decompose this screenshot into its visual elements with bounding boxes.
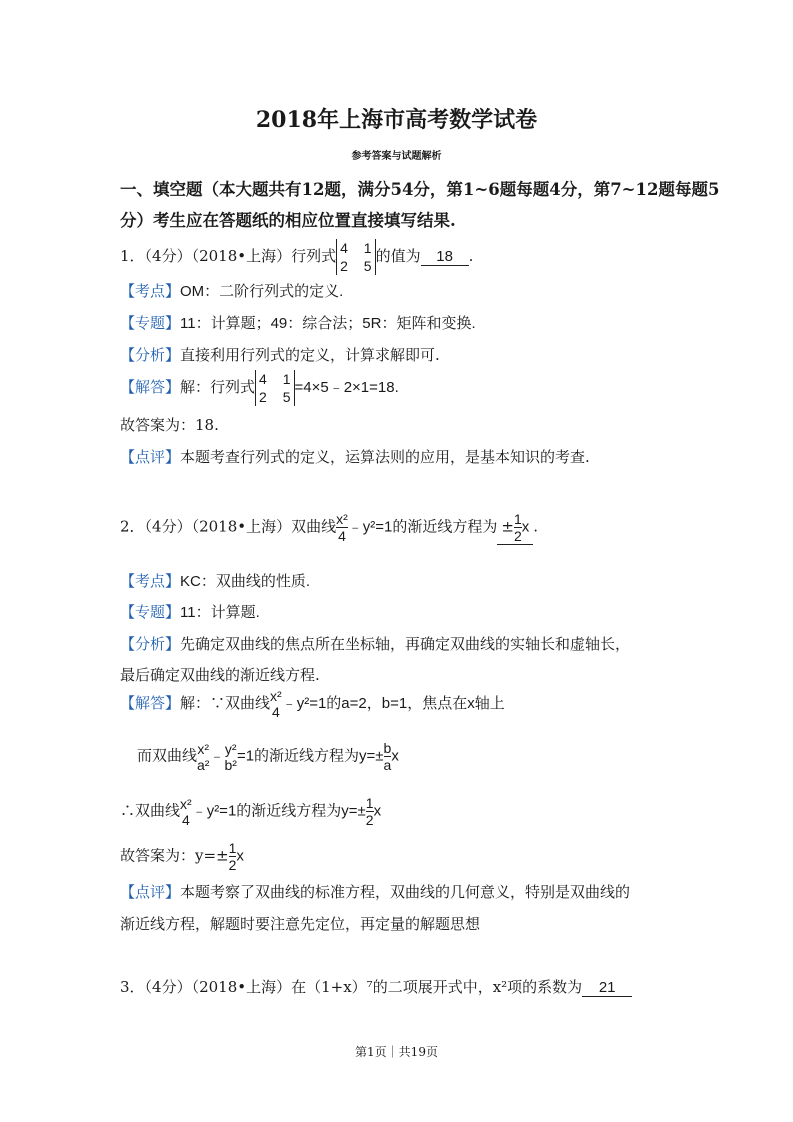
ans-den: 2 (365, 812, 374, 828)
fenxi-text: 直接利用行列式的定义，计算求解即可. (180, 346, 440, 364)
page-subtitle: 参考答案与试题解析 (351, 151, 442, 162)
l2-minus: ﹣ (209, 747, 225, 765)
q2-kaodian (120, 570, 310, 591)
ans-frac (514, 511, 522, 544)
fenxi-tag: 【分析】 (120, 346, 181, 364)
frac-den: 4 (338, 528, 346, 544)
l2-frac1 (197, 741, 209, 773)
zhuanti-text: 11：计算题. (180, 604, 260, 621)
q1-mid: 的值为 (375, 247, 421, 265)
q1-line (120, 239, 473, 275)
q3-line (120, 976, 632, 997)
q1-jieda-determinant (255, 370, 297, 406)
det-row1: 4 1 (340, 240, 378, 256)
ans-x: x (521, 518, 530, 536)
q1-dianping (120, 446, 590, 467)
kaodian-tag: 【考点】 (120, 282, 181, 300)
ans-pm: ± (501, 517, 514, 536)
jieda-tag: 【解答】 (120, 378, 181, 396)
q2-fenxi-l1 (120, 633, 630, 654)
jieda-tag: 【解答】 (120, 694, 181, 712)
q3-answer: 21 (582, 979, 632, 997)
q2-mid: ﹣y²=1的渐近线方程为 (347, 518, 498, 536)
jieda-frac (270, 688, 282, 720)
l2-mid: =1的渐近线方程为y=± (236, 747, 384, 765)
q1-end: . (468, 247, 474, 265)
fenxi-text: 先确定双曲线的焦点所在坐标轴，再确定双曲线的实轴长和虚轴长， (180, 635, 631, 653)
jieda-mid: ﹣y²=1的a=2，b=1，焦点在x轴上 (281, 695, 505, 712)
l3-pre: ∴双曲线 (120, 801, 181, 820)
q1-kaodian (120, 280, 343, 301)
frac-num: x² (270, 688, 282, 704)
q1-prefix: 1．（4分）（2018•上海）行列式 (120, 247, 337, 265)
q1-jieda (120, 370, 399, 406)
ans-num: 1 (513, 511, 522, 527)
f3-den: a (383, 757, 392, 773)
page-footer: 第1页｜共19页 (355, 1045, 438, 1059)
zhuanti-tag: 【专题】 (120, 314, 181, 332)
q2-line (120, 511, 538, 545)
frac-num: x² (180, 795, 192, 812)
jieda-post: =4×5﹣2×1=18. (294, 379, 399, 396)
kaodian-text: OM：二阶行列式的定义. (180, 283, 344, 300)
ans-num: 1 (228, 840, 237, 856)
dianping-text: 本题考察了双曲线的标准方程，双曲线的几何意义，特别是双曲线的 (180, 883, 631, 901)
q2-fenxi-l2: 最后确定双曲线的渐近线方程. (120, 666, 320, 684)
l3-mid: ﹣y²=1的渐近线方程为y=± (191, 802, 366, 820)
jieda-pre: 解：行列式 (180, 378, 256, 396)
q2-end: . (533, 517, 539, 536)
q2-jieda-l3 (120, 795, 381, 828)
jieda-pre: 解：∵双曲线 (180, 694, 271, 712)
fenxi-tag: 【分析】 (120, 635, 181, 653)
f3-num: b (383, 740, 392, 756)
ans-den: 2 (228, 857, 237, 873)
det-row2: 2 5 (340, 258, 378, 274)
q2-dianping-l2: 渐近线方程，解题时要注意先定位，再定量的解题思想 (120, 915, 481, 933)
frac-den: 4 (181, 811, 190, 828)
f2-den: b² (224, 756, 237, 773)
l3-ans-frac (366, 795, 374, 828)
f2-num: y² (224, 740, 237, 757)
q2-fraction (336, 511, 348, 544)
frac-num: x² (336, 511, 348, 527)
section-heading-line2: 分）考生应在答题纸的相应位置直接填写结果. (120, 211, 456, 230)
final-x: x (236, 847, 244, 865)
q1-determinant (336, 239, 378, 275)
dianping-tag: 【点评】 (120, 448, 181, 466)
q1-zhuanti (120, 312, 476, 333)
l3-frac (180, 796, 192, 828)
q2-jieda-l2 (137, 740, 399, 773)
l2-x: x (391, 747, 399, 765)
kaodian-text: KC：双曲线的性质. (180, 573, 311, 590)
page-title: 2018年上海市高考数学试卷 (255, 107, 538, 133)
det-row2: 2 5 (259, 389, 297, 405)
q2-prefix: 2．（4分）（2018•上海）双曲线 (120, 517, 337, 536)
dianping-tag: 【点评】 (120, 883, 181, 901)
section-heading-line1: 一、填空题（本大题共有12题，满分54分，第1~6题每题4分，第7~12题每题5 (120, 180, 720, 199)
l2-frac2 (224, 741, 236, 773)
q1-final: 故答案为：18. (120, 416, 219, 434)
final-pre: 故答案为：y=± (120, 846, 229, 865)
q1-answer: 18 (421, 248, 469, 266)
q2-jieda-l1 (120, 688, 505, 720)
det-row1: 4 1 (259, 371, 297, 387)
q2-zhuanti (120, 601, 260, 622)
q2-dianping-l1 (120, 881, 630, 902)
zhuanti-text: 11：计算题；49：综合法；5R：矩阵和变换. (180, 315, 476, 332)
dianping-text: 本题考查行列式的定义，运算法则的应用，是基本知识的考查. (180, 448, 590, 466)
ans-den: 2 (513, 528, 522, 544)
kaodian-tag: 【考点】 (120, 572, 181, 590)
q1-fenxi (120, 344, 440, 365)
f1-den: a² (197, 756, 210, 773)
l3-x: x (373, 802, 382, 820)
q2-final (120, 840, 244, 873)
q2-answer (497, 511, 533, 545)
zhuanti-tag: 【专题】 (120, 603, 181, 621)
q3-text: 3．（4分）（2018•上海）在（1+x）⁷的二项展开式中，x²项的系数为 (120, 978, 583, 996)
l2-pre: 而双曲线 (137, 746, 198, 765)
f1-num: x² (197, 740, 210, 757)
frac-den: 4 (271, 704, 280, 720)
ans-num: 1 (365, 795, 374, 811)
